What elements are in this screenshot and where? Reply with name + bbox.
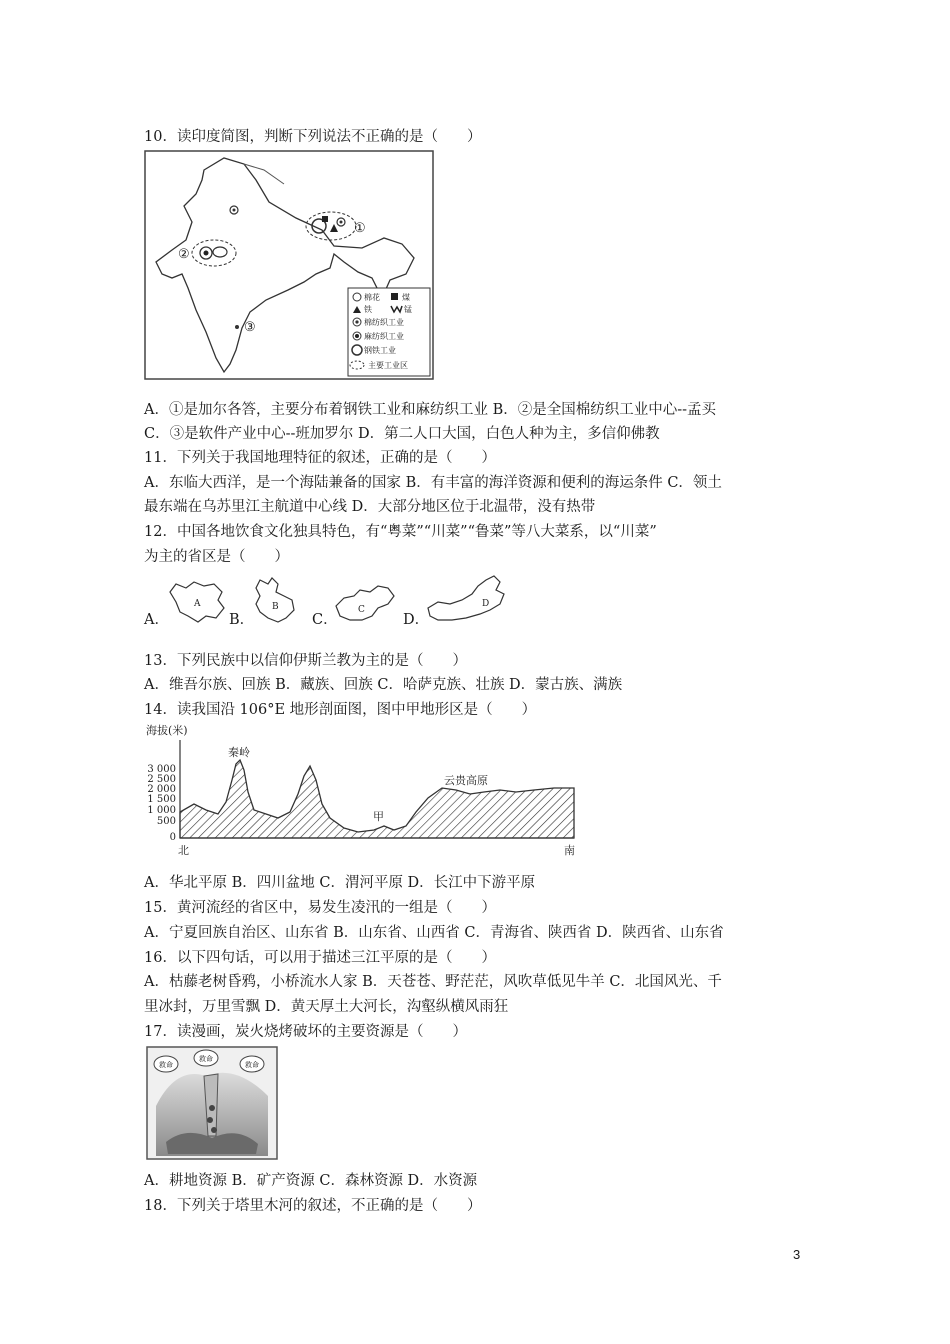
x-label-south: 南 <box>564 844 575 857</box>
q13-line1: A．维吾尔族、回族 B．藏族、回族 C．哈萨克族、壮族 D．蒙古族、满族 <box>144 677 623 693</box>
q15-stem: 15．黄河流经的省区中，易发生凌汛的一组是（ ） <box>144 900 496 916</box>
q12-stem2: 为主的省区是（ ） <box>144 549 289 565</box>
cartoon-image <box>146 1046 278 1160</box>
y-axis-label: 海拔(米) <box>146 724 188 737</box>
q11-stem: 11．下列关于我国地理特征的叙述，正确的是（ ） <box>144 450 496 466</box>
q14-stem: 14．读我国沿 106°E 地形剖面图，图中甲地形区是（ ） <box>144 702 537 718</box>
shape-a-label: A <box>194 599 201 609</box>
marker-1: ① <box>354 221 366 236</box>
page-number: 3 <box>793 1247 801 1262</box>
shape-c-label: C <box>358 605 365 615</box>
q13-stem: 13．下列民族中以信仰伊斯兰教为主的是（ ） <box>144 653 467 669</box>
label-qinling: 秦岭 <box>228 746 250 759</box>
y-tick: 0 <box>169 832 176 843</box>
legend-cotton: 棉花 <box>364 293 380 302</box>
q12-stem1: 12．中国各地饮食文化独具特色，有“粤菜”“川菜”“鲁菜”等八大菜系，以“川菜” <box>144 524 657 540</box>
legend-industrial-area: 主要工业区 <box>368 361 408 370</box>
q11-line1: A．东临大西洋，是一个海陆兼备的国家 B．有丰富的海洋资源和便利的海运条件 C．领土 <box>144 475 722 491</box>
india-map <box>144 150 434 380</box>
province-shape-a <box>166 578 228 624</box>
q12-opt-b: B． <box>229 612 255 628</box>
marker-3: ③ <box>244 320 256 335</box>
q15-line1: A．宁夏回族自治区、山东省 B．山东省、山西省 C．青海省、陕西省 D．陕西省、山东省 <box>144 925 724 941</box>
y-tick: 2 000 <box>147 784 176 795</box>
q16-line2: 里冰封，万里雪飘 D．黄天厚土大河长，沟壑纵横风雨狂 <box>144 999 509 1015</box>
q16-line1: A．枯藤老树昏鸦，小桥流水人家 B．天苍苍、野茫茫，风吹草低见牛羊 C．北国风光、千 <box>144 974 722 990</box>
y-tick: 3 000 <box>147 764 176 775</box>
legend-iron: 铁 <box>364 305 372 314</box>
q10-stem: 10．读印度简图，判断下列说法不正确的是（ ） <box>144 129 482 145</box>
marker-2: ② <box>178 247 190 262</box>
q11-line2: 最东端在乌苏里江主航道中心线 D．大部分地区位于北温带，没有热带 <box>144 499 596 515</box>
terrain-profile-chart <box>144 722 584 860</box>
q18-stem: 18．下列关于塔里木河的叙述，不正确的是（ ） <box>144 1198 482 1214</box>
legend-steel: 钢铁工业 <box>364 346 396 355</box>
legend-jute-textile: 麻纺织工业 <box>364 332 404 341</box>
legend-manganese: 锰 <box>404 305 412 314</box>
label-jia: 甲 <box>373 810 384 823</box>
legend-cotton-textile: 棉纺织工业 <box>364 318 404 327</box>
cartoon-text: 救命 <box>159 1061 173 1069</box>
cartoon-text: 救命 <box>245 1061 259 1069</box>
y-tick: 2 500 <box>147 774 176 785</box>
shape-b-label: B <box>272 602 279 612</box>
y-tick: 1 500 <box>147 794 176 805</box>
q12-opt-a: A． <box>144 612 169 628</box>
q16-stem: 16．以下四句话，可以用于描述三江平原的是（ ） <box>144 950 496 966</box>
q17-line1: A．耕地资源 B．矿产资源 C．森林资源 D．水资源 <box>144 1173 478 1189</box>
q14-line1: A．华北平原 B．四川盆地 C．渭河平原 D．长江中下游平原 <box>144 875 536 891</box>
province-shape-d <box>424 574 510 626</box>
q12-opt-c: C． <box>312 612 338 628</box>
shape-d-label: D <box>482 599 490 609</box>
province-shape-b <box>250 576 300 626</box>
cartoon-text: 救命 <box>199 1055 213 1063</box>
province-shape-c <box>330 582 400 626</box>
label-yungui: 云贵高原 <box>444 774 488 787</box>
q10-line1: A．①是加尔各答，主要分布着钢铁工业和麻纺织工业 B．②是全国棉纺织工业中心--孟买 <box>144 402 717 418</box>
q17-stem: 17．读漫画，炭火烧烤破坏的主要资源是（ ） <box>144 1024 467 1040</box>
y-tick: 1 000 <box>147 805 176 816</box>
q12-opt-d: D． <box>403 612 430 628</box>
q10-line2: C．③是软件产业中心--班加罗尔 D．第二人口大国，白色人种为主，多信仰佛教 <box>144 426 660 442</box>
legend-coal: 煤 <box>402 293 410 302</box>
x-label-north: 北 <box>178 844 189 857</box>
y-tick: 500 <box>156 816 176 827</box>
